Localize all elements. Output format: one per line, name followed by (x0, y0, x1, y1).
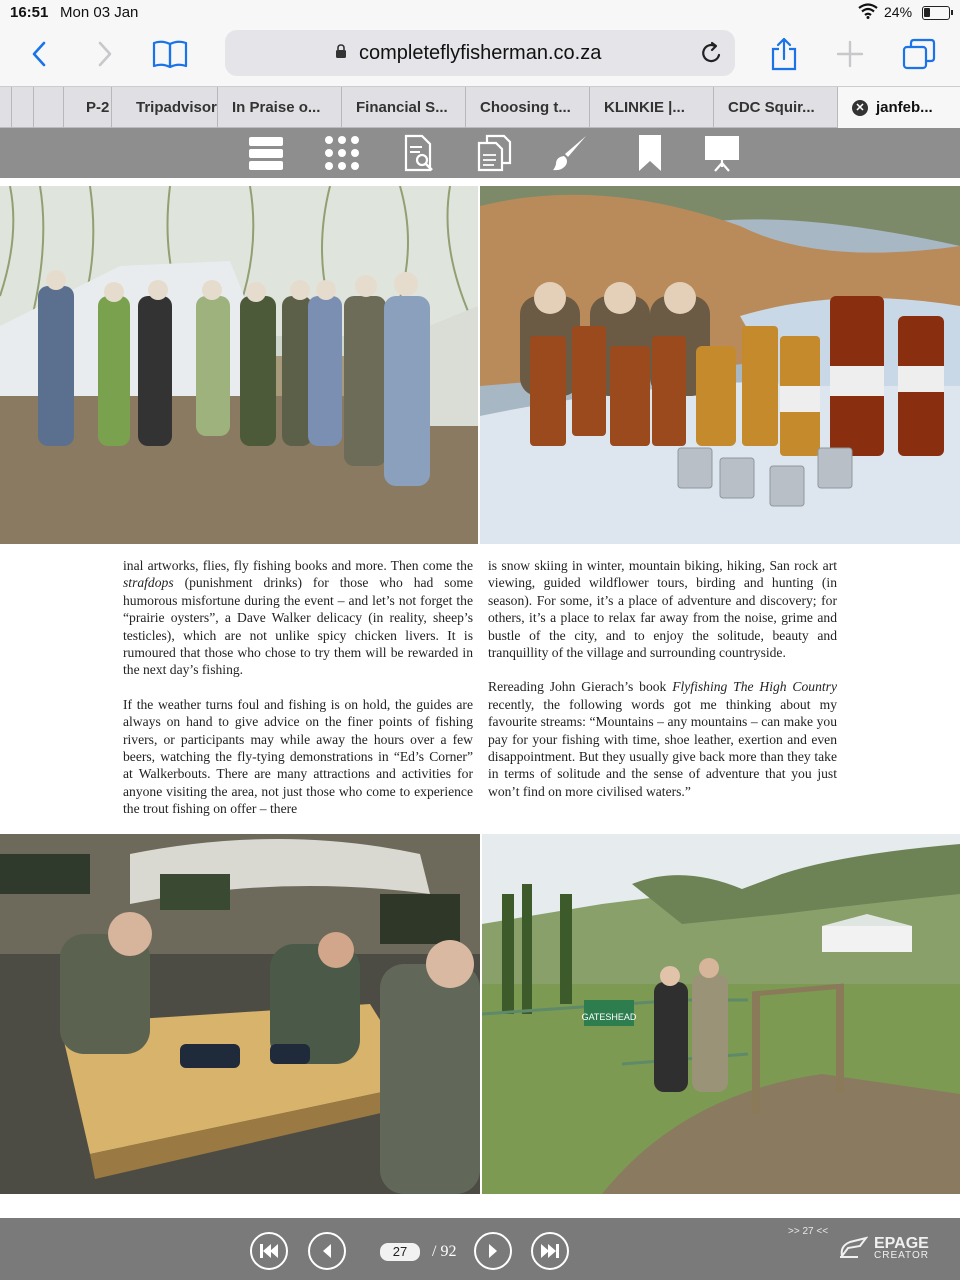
tabs-icon (902, 38, 936, 70)
photo-fly-tying-table (0, 834, 480, 1194)
photo-whisky-bottles (480, 186, 960, 544)
battery-percent: 24% (884, 4, 913, 20)
triangle-right-icon (487, 1243, 499, 1259)
share-icon (770, 37, 798, 71)
tab-klinkie[interactable]: KLINKIE |... (590, 87, 714, 128)
tab-choosing[interactable]: Choosing t... (466, 87, 590, 128)
bookmarks-button[interactable] (150, 36, 190, 72)
tab-p2[interactable]: P-2 (64, 87, 112, 128)
search-document-icon[interactable] (398, 133, 438, 173)
book-icon (152, 40, 188, 68)
new-tab-button[interactable] (834, 36, 866, 72)
plus-icon (836, 40, 864, 68)
epage-creator-logo: EPAGE CREATOR (838, 1238, 929, 1262)
photo-anglers-at-gate (482, 834, 960, 1194)
bookmark-icon[interactable] (630, 133, 670, 173)
skip-to-start-icon (259, 1243, 279, 1259)
address-bar[interactable] (225, 30, 735, 76)
magazine-page (0, 178, 960, 1218)
close-tab-icon[interactable]: ✕ (852, 100, 868, 116)
photo-group-of-anglers (0, 186, 478, 544)
svg-text:GATESHEAD: GATESHEAD (581, 1012, 637, 1022)
status-time: 16:51 (10, 4, 49, 21)
last-page-button[interactable] (531, 1232, 569, 1270)
table-of-contents-icon[interactable] (246, 133, 286, 173)
next-page-button[interactable] (474, 1232, 512, 1270)
page-total: / 92 (432, 1243, 457, 1260)
url-text: completeflyfisherman.co.za (359, 42, 602, 64)
page-marker: >> 27 << (788, 1226, 829, 1237)
triangle-left-icon (321, 1243, 333, 1259)
tab-overview-button[interactable] (900, 36, 938, 72)
status-date: Mon 03 Jan (60, 4, 139, 21)
share-button[interactable] (768, 36, 800, 72)
tab-tripadvisor[interactable]: Tripadvisor (112, 87, 218, 128)
paragraph: Rereading John Gierach’s book Flyfishing The High Country recently, the following words got me thinking about my favourite streams: “Mountains – any mountains – can make you pay for your fishing with time, shoe leather, exertion and even disappointment. But they usually give back more than they take in terms of solitude and the sense of adventure that you just won’t find on more civilised waters.” (488, 679, 837, 799)
thumbnails-grid-icon[interactable] (322, 133, 362, 173)
forward-button[interactable] (90, 36, 120, 72)
chevron-left-icon (31, 41, 47, 67)
page-number-input[interactable]: 27 (380, 1243, 420, 1261)
lock-icon (335, 44, 347, 58)
chevron-right-icon (97, 41, 113, 67)
back-button[interactable] (24, 36, 54, 72)
tab-financial[interactable]: Financial S... (342, 87, 466, 128)
epage-logo-icon (838, 1236, 868, 1258)
article-column-2 (488, 557, 837, 817)
tab-strip (0, 86, 960, 128)
paragraph: is snow skiing in winter, mountain biking, hiking, San rock art viewing, guided wildflower tours, birding and hunting (in season). For some, it’s a place of adventure and discovery; for others, it’s a place to relax far away from the noise, grime and bustle of the city, and to enjoy the solitude, beauty and tranquillity of the village and surrounding countryside. (488, 558, 837, 661)
wifi-icon (858, 3, 878, 19)
paragraph: If the weather turns foul and fishing is on hold, the guides are always on hand to give advice on the finer points of fishing rivers, or participants may while away the hours over a few beers, watching the fly-tying demonstrations in “Ed’s Corner” at Walkerbouts. There are many attractions and activities for anyone visiting the area, not just those who come to experience the trout fishing on offer – there (123, 696, 473, 817)
tab-2[interactable] (12, 87, 34, 128)
skip-to-end-icon (540, 1243, 560, 1259)
slideshow-icon[interactable] (702, 133, 742, 173)
tab-janfeb-active[interactable]: ✕ janfeb... (838, 87, 960, 128)
first-page-button[interactable] (250, 1232, 288, 1270)
battery-icon (922, 6, 950, 20)
browser-toolbar (0, 26, 960, 86)
paragraph: inal artworks, flies, fly fishing books and more. Then come the strafdops (punishment drinks) for those who had some humorous misfortune during the event – and let’s not forget the “prairie oysters”, a Dave Walker delicacy (in reality, sheep’s testicles), which are not unlike spicy chicken livers. It is rumoured that those who chose to try them will be rewarded in the next day’s fishing. (123, 558, 473, 678)
gateshead-sign (582, 1000, 637, 1026)
pages-icon[interactable] (474, 133, 514, 173)
battery-level (924, 8, 930, 17)
reader-navigation-bar (0, 1218, 960, 1280)
brush-icon[interactable] (550, 133, 590, 173)
tab-3[interactable] (34, 87, 64, 128)
article-column-1 (123, 557, 473, 835)
reload-icon[interactable] (701, 41, 723, 65)
status-bar (0, 0, 960, 26)
tab-1[interactable] (0, 87, 12, 128)
previous-page-button[interactable] (308, 1232, 346, 1270)
reader-toolbar (0, 128, 960, 178)
tab-cdc[interactable]: CDC Squir... (714, 87, 838, 128)
tab-in-praise[interactable]: In Praise o... (218, 87, 342, 128)
